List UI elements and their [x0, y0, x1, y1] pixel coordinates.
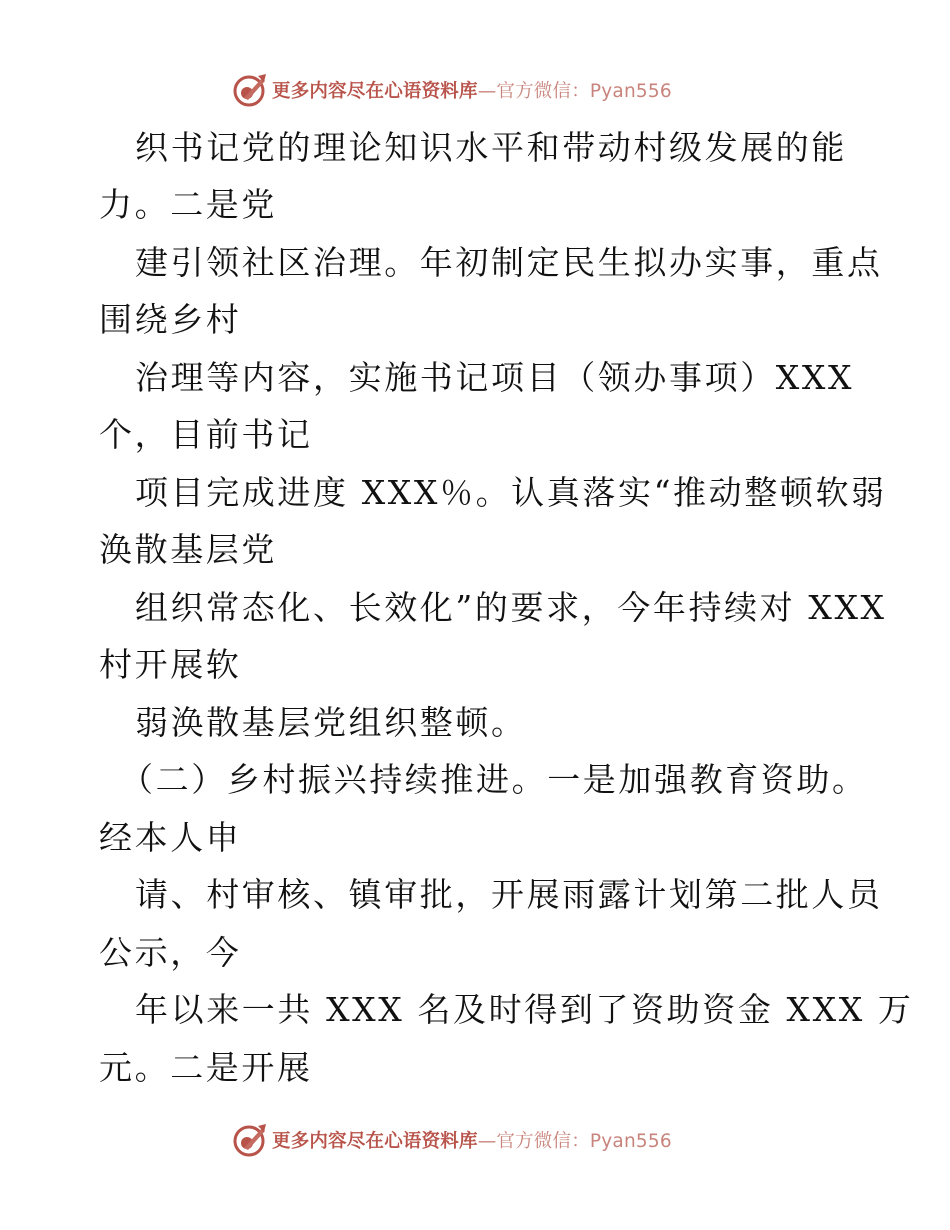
- text-line: 治理等内容，实施书记项目（领办事项）XXX: [135, 358, 855, 397]
- header-wechat-id: Pyan556: [589, 81, 672, 102]
- text-line: 织书记党的理论知识水平和带动村级发展的能: [135, 128, 847, 167]
- footer-wechat-id: Pyan556: [589, 1131, 672, 1152]
- quill-logo-icon: [232, 1122, 268, 1158]
- text-line: 经本人申: [99, 818, 242, 857]
- text-line: 弱涣散基层党组织整顿。: [135, 703, 527, 742]
- text-line: 元。二是开展: [99, 1048, 313, 1087]
- footer-dash: —: [477, 1131, 497, 1152]
- text-line: 组织常态化、长效化”的要求，今年持续对 XXX: [135, 588, 887, 627]
- text-line: 村开展软: [99, 645, 242, 684]
- footer-wechat-label: 官方微信：: [496, 1131, 590, 1152]
- footer-site-text: 更多内容尽在心语资料库: [272, 1131, 478, 1152]
- text-line: 个，目前书记: [99, 415, 313, 454]
- text-line: 建引领社区治理。年初制定民生拟办实事，重点: [135, 243, 883, 282]
- footer-text: [272, 1127, 672, 1153]
- text-line: 项目完成进度 XXX％。认真落实“推动整顿软弱: [135, 473, 887, 512]
- text-line: （二）乡村振兴持续推进。一是加强教育资助。: [120, 760, 868, 799]
- footer-banner: [232, 1122, 672, 1158]
- text-line: 力。二是党: [99, 185, 277, 224]
- header-site-text: 更多内容尽在心语资料库: [272, 81, 478, 102]
- text-line: 围绕乡村: [99, 300, 242, 339]
- text-line: 请、村审核、镇审批，开展雨露计划第二批人员: [135, 875, 883, 914]
- text-line: 公示，今: [99, 933, 242, 972]
- header-wechat-label: 官方微信：: [496, 81, 590, 102]
- header-dash: —: [477, 81, 497, 102]
- text-line: 年以来一共 XXX 名及时得到了资助资金 XXX 万: [135, 990, 914, 1029]
- text-line: 涣散基层党: [99, 530, 277, 569]
